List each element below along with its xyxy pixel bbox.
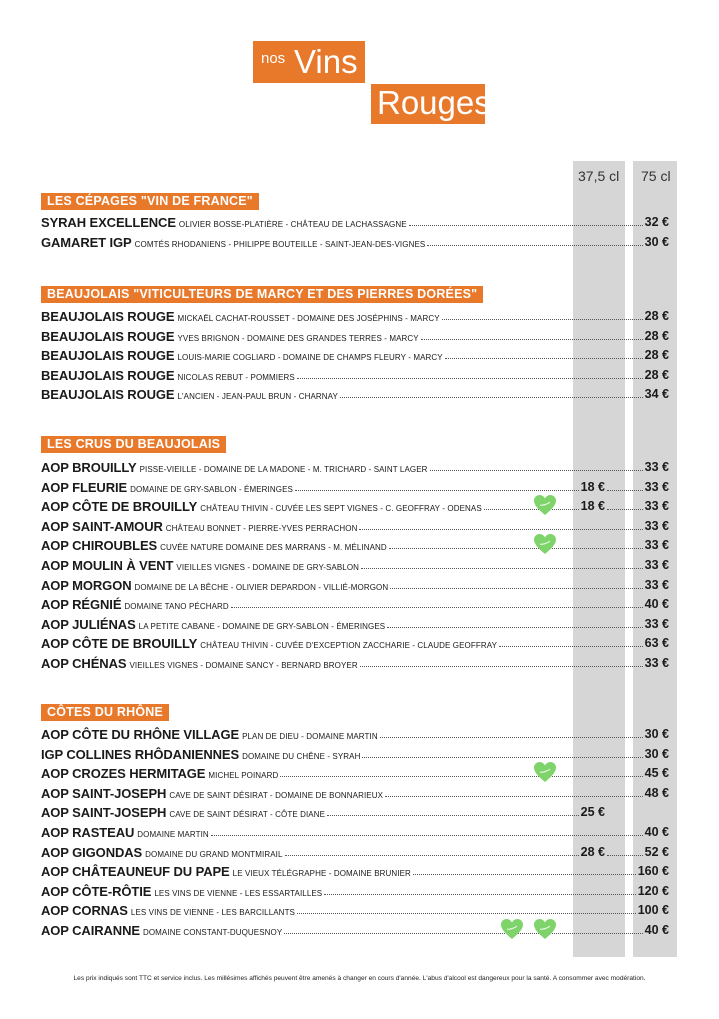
wine-name: AOP CÔTE DE BROUILLY — [41, 499, 198, 514]
wine-description: OLIVIER BOSSE-PLATIÈRE - CHÂTEAU DE LACHASSAGNE — [178, 220, 407, 229]
wine-name: BEAUJOLAIS ROUGE — [41, 387, 175, 402]
wine-row — [41, 746, 669, 765]
wine-row — [41, 883, 669, 902]
heart-icon — [500, 918, 524, 940]
wine-label — [41, 459, 428, 478]
price-75cl: 120 € — [637, 884, 669, 898]
wine-description: L'ANCIEN - JEAN-PAUL BRUN - CHARNAY — [177, 392, 338, 401]
price-75cl: 40 € — [644, 923, 669, 937]
wine-label — [41, 234, 425, 253]
wine-name: BEAUJOLAIS ROUGE — [41, 368, 175, 383]
price-75cl: 30 € — [644, 235, 669, 249]
title-rouges-box — [371, 84, 491, 124]
wine-row — [41, 785, 669, 804]
dot-leader — [607, 855, 643, 856]
dot-leader — [340, 397, 643, 398]
price-75cl: 40 € — [644, 825, 669, 839]
wine-description: LES VINS DE VIENNE - LES BARCILLANTS — [130, 908, 295, 917]
wine-row — [41, 347, 669, 366]
price-75cl: 63 € — [644, 636, 669, 650]
wine-label — [41, 328, 419, 347]
dot-leader — [499, 646, 643, 647]
wine-row — [41, 922, 669, 941]
dot-leader — [284, 933, 643, 934]
wine-name: AOP RÉGNIÉ — [41, 597, 122, 612]
wine-description: DOMAINE DU CHÊNE - SYRAH — [242, 752, 361, 761]
wine-name: AOP SAINT-JOSEPH — [41, 805, 167, 820]
price-75cl: 33 € — [644, 519, 669, 533]
wine-name: IGP COLLINES RHÔDANIENNES — [41, 747, 240, 762]
heart-icon — [533, 533, 557, 555]
wine-row — [41, 804, 669, 823]
dot-leader — [442, 319, 643, 320]
wine-description: CAVE DE SAINT DÉSIRAT - DOMAINE DE BONNARIEUX — [169, 791, 384, 800]
price-375cl: 18 € — [580, 499, 605, 513]
dot-leader — [327, 815, 579, 816]
wine-name: AOP SAINT-JOSEPH — [41, 786, 167, 801]
wine-description: PISSE-VIEILLE - DOMAINE DE LA MADONE - M. TRICHARD - SAINT LAGER — [139, 465, 428, 474]
wine-row — [41, 765, 669, 784]
price-75cl: 33 € — [644, 538, 669, 552]
dot-leader — [280, 776, 643, 777]
price-75cl: 30 € — [644, 747, 669, 761]
wine-label — [41, 616, 385, 635]
wine-description: PLAN DE DIEU - DOMAINE MARTIN — [242, 732, 378, 741]
wine-description: CAVE DE SAINT DÉSIRAT - CÔTE DIANE — [169, 810, 326, 819]
price-75cl: 48 € — [644, 786, 669, 800]
dot-leader — [297, 378, 643, 379]
wine-row — [41, 844, 669, 863]
wine-description: DOMAINE DE GRY-SABLON - ÉMERINGES — [130, 485, 293, 494]
dot-leader — [445, 358, 643, 359]
wine-label — [41, 518, 357, 537]
wine-label — [41, 577, 388, 596]
wine-description: DOMAINE CONSTANT-DUQUESNOY — [142, 928, 283, 937]
wine-row — [41, 635, 669, 654]
wine-label — [41, 498, 482, 517]
wine-name: SYRAH EXCELLENCE — [41, 215, 176, 230]
price-375cl: 28 € — [580, 845, 605, 859]
dot-leader — [607, 509, 643, 510]
wine-description: MICHEL POINARD — [208, 771, 279, 780]
wine-name: AOP CÔTE-RÔTIE — [41, 884, 152, 899]
dot-leader — [389, 548, 643, 549]
wine-row — [41, 596, 669, 615]
wine-row — [41, 824, 669, 843]
title-rouges: Rouges — [377, 84, 491, 121]
price-375cl: 25 € — [580, 805, 605, 819]
price-75cl: 40 € — [644, 597, 669, 611]
wine-name: AOP CROZES HERMITAGE — [41, 766, 206, 781]
wine-name: BEAUJOLAIS ROUGE — [41, 329, 175, 344]
wine-name: BEAUJOLAIS ROUGE — [41, 348, 175, 363]
wine-name: AOP CHÂTEAUNEUF DU PAPE — [41, 864, 230, 879]
wine-row — [41, 863, 669, 882]
section-heading: LES CRUS DU BEAUJOLAIS — [41, 436, 226, 453]
wine-name: AOP MORGON — [41, 578, 132, 593]
heart-icon — [533, 494, 557, 516]
heart-icon — [533, 761, 557, 783]
dot-leader — [421, 339, 643, 340]
wine-label — [41, 214, 407, 233]
dot-leader — [385, 796, 643, 797]
column-header-75cl: 75 cl — [641, 168, 671, 184]
price-75cl: 34 € — [644, 387, 669, 401]
wine-name: AOP FLEURIE — [41, 480, 128, 495]
wine-row — [41, 214, 669, 233]
wine-label — [41, 537, 387, 556]
wine-label — [41, 367, 295, 386]
wine-name: AOP CAIRANNE — [41, 923, 140, 938]
dot-leader — [390, 588, 643, 589]
wine-description: YVES BRIGNON - DOMAINE DES GRANDES TERRES - MARCY — [177, 334, 419, 343]
dot-leader — [409, 225, 643, 226]
wine-row — [41, 234, 669, 253]
price-75cl: 28 € — [644, 368, 669, 382]
wine-label — [41, 386, 338, 405]
wine-description: LE VIEUX TÉLÉGRAPHE - DOMAINE BRUNIER — [232, 869, 411, 878]
wine-description: LA PETITE CABANE - DOMAINE DE GRY-SABLON - ÉMERINGES — [138, 622, 386, 631]
price-75cl: 30 € — [644, 727, 669, 741]
wine-name: AOP CÔTE DE BROUILLY — [41, 636, 198, 651]
wine-label — [41, 922, 282, 941]
wine-row — [41, 616, 669, 635]
dot-leader — [285, 855, 579, 856]
price-75cl: 45 € — [644, 766, 669, 780]
wine-description: CHÂTEAU THIVIN - CUVÉE D'EXCEPTION ZACCHARIE - CLAUDE GEOFFRAY — [200, 641, 498, 650]
price-75cl: 100 € — [637, 903, 669, 917]
wine-label — [41, 635, 497, 654]
dot-leader — [387, 627, 643, 628]
price-75cl: 28 € — [644, 329, 669, 343]
wine-description: CUVÉE NATURE DOMAINE DES MARRANS - M. MÉLINAND — [160, 543, 387, 552]
wine-label — [41, 726, 378, 745]
wine-name: AOP MOULIN À VENT — [41, 558, 174, 573]
wine-label — [41, 308, 440, 327]
wine-row — [41, 537, 669, 556]
price-75cl: 33 € — [644, 617, 669, 631]
wine-label — [41, 596, 229, 615]
wine-description: CHÂTEAU THIVIN - CUVÉE LES SEPT VIGNES - C. GEOFFRAY - ODENAS — [200, 504, 482, 513]
wine-name: AOP CÔTE DU RHÔNE VILLAGE — [41, 727, 240, 742]
wine-description: DOMAINE MARTIN — [137, 830, 209, 839]
wine-row — [41, 577, 669, 596]
column-header-375cl: 37,5 cl — [578, 168, 620, 184]
wine-name: AOP CORNAS — [41, 903, 128, 918]
wine-row — [41, 459, 669, 478]
dot-leader — [231, 607, 643, 608]
wine-description: VIEILLES VIGNES - DOMAINE DE GRY-SABLON — [176, 563, 360, 572]
wine-description: NICOLAS REBUT - POMMIERS — [177, 373, 295, 382]
section-heading: BEAUJOLAIS "VITICULTEURS DE MARCY ET DES PIERRES DORÉES" — [41, 286, 483, 303]
wine-row — [41, 655, 669, 674]
wine-label — [41, 902, 295, 921]
dot-leader — [295, 490, 579, 491]
wine-row — [41, 386, 669, 405]
wine-label — [41, 824, 209, 843]
dot-leader — [297, 913, 636, 914]
wine-label — [41, 655, 358, 674]
wine-row — [41, 367, 669, 386]
wine-description: DOMAINE DU GRAND MONTMIRAIL — [145, 850, 283, 859]
price-75cl: 33 € — [644, 578, 669, 592]
wine-name: AOP CHIROUBLES — [41, 538, 158, 553]
wine-label — [41, 746, 360, 765]
wine-label — [41, 844, 283, 863]
price-75cl: 33 € — [644, 480, 669, 494]
wine-name: AOP JULIÉNAS — [41, 617, 136, 632]
price-75cl: 28 € — [644, 348, 669, 362]
wine-name: GAMARET IGP — [41, 235, 132, 250]
dot-leader — [211, 835, 643, 836]
wine-row — [41, 328, 669, 347]
wine-name: AOP RASTEAU — [41, 825, 135, 840]
price-75cl: 33 € — [644, 656, 669, 670]
wine-description: COMTÉS RHODANIENS - PHILIPPE BOUTEILLE - SAINT-JEAN-DES-VIGNES — [134, 240, 426, 249]
dot-leader — [361, 568, 643, 569]
wine-row — [41, 308, 669, 327]
title-vins: Vins — [294, 43, 358, 80]
wine-label — [41, 479, 293, 498]
dot-leader — [359, 529, 643, 530]
section-heading: CÔTES DU RHÔNE — [41, 704, 169, 721]
wine-description: VIEILLES VIGNES - DOMAINE SANCY - BERNARD BROYER — [129, 661, 358, 670]
dot-leader — [413, 874, 636, 875]
dot-leader — [380, 737, 643, 738]
wine-description: LOUIS-MARIE COGLIARD - DOMAINE DE CHAMPS FLEURY - MARCY — [177, 353, 443, 362]
wine-label — [41, 863, 411, 882]
dot-leader — [484, 509, 579, 510]
title-nos: nos — [261, 50, 286, 67]
wine-label — [41, 765, 278, 784]
wine-label — [41, 883, 322, 902]
wine-description: CHÂTEAU BONNET - PIERRE-YVES PERRACHON — [165, 524, 358, 533]
wine-description: DOMAINE DE LA BÊCHE - OLIVIER DEPARDON - VILLIÉ-MORGON — [134, 583, 389, 592]
wine-row — [41, 726, 669, 745]
wine-row — [41, 518, 669, 537]
wine-description: LES VINS DE VIENNE - LES ESSARTAILLES — [154, 889, 323, 898]
wine-row — [41, 479, 669, 498]
wine-name: BEAUJOLAIS ROUGE — [41, 309, 175, 324]
heart-icon — [533, 918, 557, 940]
price-75cl: 52 € — [644, 845, 669, 859]
wine-label — [41, 557, 359, 576]
wine-name: AOP CHÉNAS — [41, 656, 127, 671]
wine-label — [41, 347, 443, 366]
dot-leader — [427, 245, 643, 246]
wine-name: AOP SAINT-AMOUR — [41, 519, 163, 534]
price-75cl: 33 € — [644, 460, 669, 474]
wine-name: AOP GIGONDAS — [41, 845, 143, 860]
price-75cl: 33 € — [644, 499, 669, 513]
dot-leader — [430, 470, 643, 471]
dot-leader — [360, 666, 643, 667]
dot-leader — [362, 757, 643, 758]
price-375cl: 18 € — [580, 480, 605, 494]
price-75cl: 28 € — [644, 309, 669, 323]
wine-label — [41, 785, 383, 804]
footer-note: Les prix indiqués sont TTC et service inclus. Les millésimes affichés peuvent être amenés à changer en cours d'année. L'abus d'alcool est dangereux pour la santé. A consommer avec modération. — [73, 975, 646, 982]
wine-row — [41, 902, 669, 921]
dot-leader — [324, 894, 636, 895]
section-heading: LES CÉPAGES "VIN DE FRANCE" — [41, 193, 259, 210]
wine-label — [41, 804, 325, 823]
price-75cl: 32 € — [644, 215, 669, 229]
wine-description: MICKAËL CACHAT-ROUSSET - DOMAINE DES JOSÉPHINS - MARCY — [177, 314, 440, 323]
wine-row — [41, 557, 669, 576]
wine-row — [41, 498, 669, 517]
dot-leader — [607, 490, 643, 491]
price-75cl: 160 € — [637, 864, 669, 878]
wine-name: AOP BROUILLY — [41, 460, 137, 475]
title-nos-vins — [253, 41, 365, 83]
price-75cl: 33 € — [644, 558, 669, 572]
wine-description: DOMAINE TANO PÉCHARD — [124, 602, 229, 611]
